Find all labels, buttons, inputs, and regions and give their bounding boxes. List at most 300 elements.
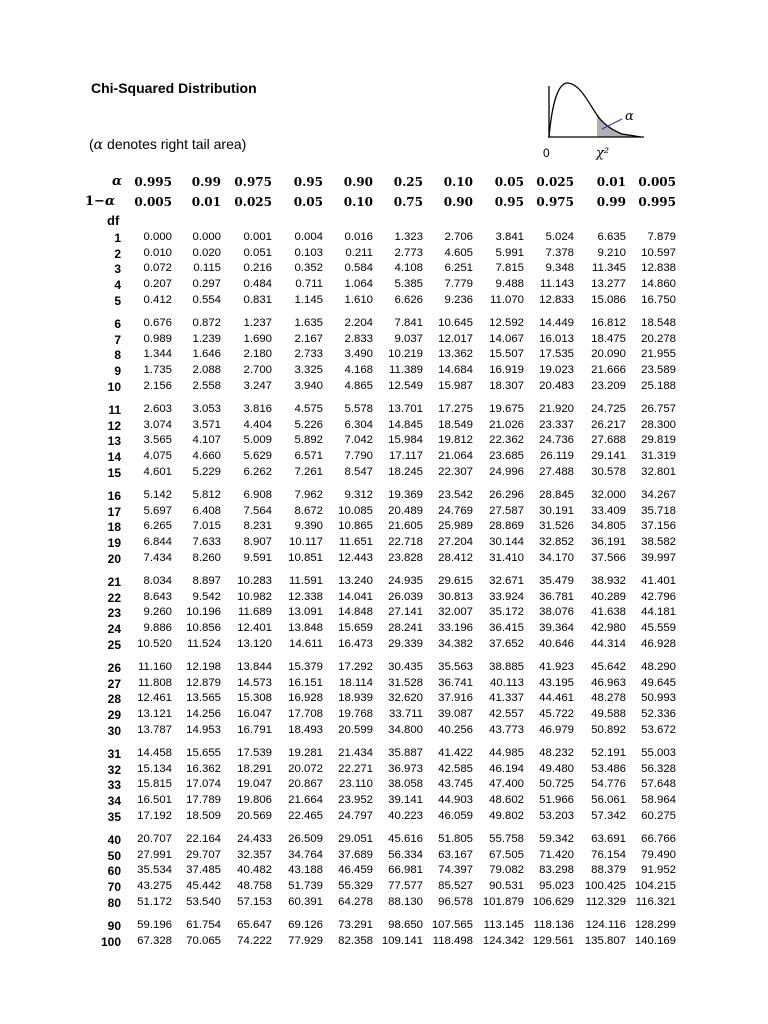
table-cell: 1.735 [143, 364, 172, 377]
table-cell: 10.117 [289, 536, 323, 549]
table-cell: 32.357 [237, 848, 272, 861]
table-cell: 43.745 [438, 778, 473, 791]
table-cell: 20.483 [539, 379, 574, 392]
table-cell: 26.509 [288, 833, 323, 845]
table-cell: 34.382 [438, 637, 473, 650]
table-cell: 7.434 [143, 551, 172, 564]
table-cell: 9.037 [394, 332, 423, 345]
table-cell: 56.334 [388, 848, 423, 861]
chi-squared-curve-diagram [540, 74, 650, 164]
table-cell: 22.362 [489, 434, 524, 447]
table-cell: 5.991 [495, 246, 524, 259]
table-cell: 9.591 [243, 551, 272, 564]
table-cell: 26.119 [540, 450, 574, 463]
table-cell: 49.480 [539, 762, 574, 775]
table-cell: 118.136 [533, 919, 574, 931]
table-cell: 39.087 [438, 708, 473, 721]
table-cell: 50.892 [591, 723, 626, 736]
table-cell: 20.867 [288, 778, 323, 791]
table-cell: 10.597 [641, 246, 676, 259]
table-cell: 6.251 [444, 262, 473, 275]
table-cell: 13.277 [591, 278, 626, 291]
table-cell: 7.815 [495, 262, 524, 275]
table-cell: 4.575 [294, 403, 323, 415]
table-cell: 11.591 [289, 575, 323, 587]
table-cell: 5.142 [143, 489, 172, 501]
df-value: 80 [107, 895, 121, 910]
table-cell: 21.666 [591, 364, 626, 377]
table-cell: 113.145 [483, 919, 524, 931]
table-cell: 88.130 [388, 895, 423, 908]
table-cell: 13.565 [186, 692, 221, 705]
page-title: Chi-Squared Distribution [91, 80, 257, 96]
one-minus-alpha-header-value: 0.99 [596, 195, 626, 209]
table-cell: 0.216 [243, 262, 272, 275]
df-value: 32 [107, 762, 121, 777]
table-cell: 18.493 [288, 723, 323, 736]
df-value: 23 [107, 606, 121, 621]
table-cell: 95.023 [539, 880, 574, 893]
table-cell: 20.569 [237, 809, 272, 822]
table-cell: 45.642 [591, 661, 626, 673]
table-cell: 44.903 [438, 794, 473, 807]
table-cell: 8.643 [143, 590, 172, 603]
table-cell: 60.275 [641, 809, 676, 822]
table-cell: 12.838 [641, 262, 676, 275]
table-cell: 7.841 [394, 317, 423, 329]
table-cell: 35.887 [388, 747, 423, 759]
table-cell: 3.247 [243, 379, 272, 392]
table-cell: 23.589 [641, 364, 676, 377]
table-cell: 35.563 [438, 661, 473, 673]
table-cell: 24.935 [388, 575, 423, 587]
alpha-header-value: 0.90 [343, 175, 373, 189]
table-cell: 30.191 [539, 504, 574, 517]
table-cell: 7.378 [545, 246, 574, 259]
df-value: 50 [107, 848, 121, 863]
table-cell: 101.879 [482, 895, 524, 908]
table-cell: 19.675 [489, 403, 524, 415]
table-cell: 53.486 [591, 762, 626, 775]
table-cell: 0.484 [243, 278, 272, 291]
table-cell: 23.209 [591, 379, 626, 392]
table-cell: 21.064 [438, 450, 473, 463]
table-cell: 17.535 [539, 348, 574, 361]
table-cell: 11.345 [592, 262, 626, 275]
table-cell: 40.113 [490, 676, 524, 689]
table-cell: 12.338 [288, 590, 323, 603]
table-cell: 35.172 [489, 606, 524, 619]
table-cell: 17.292 [338, 661, 373, 673]
table-cell: 31.526 [539, 520, 574, 533]
table-cell: 19.023 [539, 364, 574, 377]
table-cell: 37.485 [186, 864, 221, 877]
table-cell: 2.156 [143, 379, 172, 392]
table-cell: 44.461 [539, 692, 574, 705]
table-cell: 13.787 [137, 723, 172, 736]
table-cell: 9.886 [143, 622, 172, 635]
one-minus-alpha-header-value: 0.025 [234, 195, 272, 209]
table-cell: 28.869 [489, 520, 524, 533]
table-cell: 22.271 [338, 762, 373, 775]
table-cell: 3.940 [294, 379, 323, 392]
table-cell: 34.267 [641, 489, 676, 501]
table-cell: 96.578 [438, 895, 473, 908]
table-cell: 6.908 [243, 489, 272, 501]
table-cell: 38.076 [539, 606, 574, 619]
table-cell: 1.239 [192, 332, 221, 345]
table-cell: 11.143 [540, 278, 574, 291]
table-cell: 29.615 [438, 575, 473, 587]
one-minus-alpha-header-value: 0.005 [134, 195, 172, 209]
table-cell: 13.120 [237, 637, 272, 650]
table-cell: 5.697 [143, 504, 172, 517]
table-cell: 0.554 [192, 293, 221, 306]
table-cell: 56.061 [591, 794, 626, 807]
table-cell: 20.090 [591, 348, 626, 361]
alpha-label: α [625, 109, 634, 124]
table-cell: 16.473 [338, 637, 373, 650]
table-cell: 45.442 [186, 880, 221, 893]
table-cell: 70.065 [186, 934, 221, 947]
table-cell: 15.655 [186, 747, 221, 759]
df-value: 25 [107, 637, 121, 652]
table-cell: 54.776 [591, 778, 626, 791]
table-cell: 5.629 [243, 450, 272, 463]
table-cell: 16.812 [591, 317, 626, 329]
table-cell: 30.813 [438, 590, 473, 603]
df-value: 13 [107, 434, 121, 449]
table-cell: 124.342 [482, 934, 524, 947]
table-cell: 12.549 [388, 379, 423, 392]
table-cell: 12.443 [338, 551, 373, 564]
table-cell: 18.291 [237, 762, 272, 775]
df-value: 29 [107, 708, 121, 723]
table-cell: 14.845 [388, 418, 423, 431]
table-cell: 55.003 [641, 747, 676, 759]
df-value: 17 [107, 504, 121, 519]
table-cell: 9.348 [545, 262, 574, 275]
table-cell: 45.559 [641, 622, 676, 635]
table-cell: 18.548 [641, 317, 676, 329]
table-cell: 17.117 [389, 450, 423, 463]
table-cell: 0.016 [344, 231, 373, 243]
table-cell: 0.872 [192, 317, 221, 329]
table-cell: 34.170 [539, 551, 574, 564]
table-cell: 29.339 [388, 637, 423, 650]
df-value: 31 [107, 747, 121, 761]
table-cell: 32.671 [489, 575, 524, 587]
table-cell: 4.660 [192, 450, 221, 463]
table-cell: 15.659 [338, 622, 373, 635]
table-cell: 31.410 [489, 551, 524, 564]
table-cell: 2.733 [294, 348, 323, 361]
table-cell: 24.433 [237, 833, 272, 845]
table-cell: 3.053 [192, 403, 221, 415]
table-cell: 19.281 [288, 747, 323, 759]
table-cell: 107.565 [431, 919, 473, 931]
table-cell: 24.725 [591, 403, 626, 415]
table-cell: 79.082 [489, 864, 524, 877]
table-cell: 140.169 [634, 934, 676, 947]
alpha-header-value: 0.95 [293, 175, 323, 189]
table-cell: 43.195 [539, 676, 574, 689]
one-minus-alpha-header-value: 0.75 [393, 195, 423, 209]
table-cell: 64.278 [338, 895, 373, 908]
table-cell: 45.722 [539, 708, 574, 721]
table-cell: 8.034 [143, 575, 172, 587]
alpha-header-value: 0.99 [191, 175, 221, 189]
df-value: 24 [107, 622, 121, 637]
table-cell: 40.482 [237, 864, 272, 877]
table-cell: 53.203 [539, 809, 574, 822]
table-cell: 66.766 [641, 833, 676, 845]
table-cell: 30.578 [591, 465, 626, 478]
table-cell: 88.379 [591, 864, 626, 877]
table-cell: 13.362 [438, 348, 473, 361]
table-cell: 2.706 [444, 231, 473, 243]
table-cell: 42.796 [641, 590, 676, 603]
df-value: 4 [114, 278, 121, 293]
table-cell: 30.435 [388, 661, 423, 673]
table-cell: 44.985 [489, 747, 524, 759]
df-value: 33 [107, 778, 121, 793]
table-cell: 5.229 [192, 465, 221, 478]
df-value: 30 [107, 723, 121, 738]
table-cell: 43.773 [489, 723, 524, 736]
table-cell: 16.919 [489, 364, 524, 377]
table-cell: 4.168 [344, 364, 373, 377]
table-cell: 34.805 [591, 520, 626, 533]
table-cell: 0.211 [345, 246, 373, 259]
table-cell: 0.207 [143, 278, 172, 291]
df-value: 28 [107, 692, 121, 707]
df-value: 60 [107, 864, 121, 879]
df-value: 9 [114, 364, 121, 379]
table-cell: 19.768 [338, 708, 373, 721]
table-cell: 28.300 [641, 418, 676, 431]
table-cell: 2.833 [344, 332, 373, 345]
table-cell: 65.647 [237, 919, 272, 931]
df-header-label: df [107, 213, 120, 228]
table-cell: 36.415 [489, 622, 524, 635]
table-cell: 7.962 [294, 489, 323, 501]
table-cell: 23.110 [339, 778, 373, 791]
table-cell: 104.215 [634, 880, 676, 893]
table-cell: 11.651 [339, 536, 373, 549]
table-cell: 37.566 [591, 551, 626, 564]
table-cell: 0.676 [143, 317, 172, 329]
df-value: 100 [100, 934, 121, 949]
table-cell: 76.154 [591, 848, 626, 861]
table-cell: 31.319 [641, 450, 676, 463]
table-cell: 52.336 [641, 708, 676, 721]
table-cell: 14.573 [237, 676, 272, 689]
table-cell: 22.465 [288, 809, 323, 822]
table-cell: 3.490 [344, 348, 373, 361]
table-cell: 45.616 [388, 833, 423, 845]
table-cell: 1.690 [243, 332, 272, 345]
table-cell: 83.298 [539, 864, 574, 877]
table-cell: 41.337 [489, 692, 524, 705]
df-value: 2 [114, 246, 121, 261]
table-cell: 24.736 [539, 434, 574, 447]
table-cell: 19.806 [237, 794, 272, 807]
table-cell: 36.741 [438, 676, 473, 689]
table-cell: 16.928 [288, 692, 323, 705]
table-cell: 116.321 [635, 895, 676, 908]
table-cell: 18.939 [338, 692, 373, 705]
table-cell: 46.928 [641, 637, 676, 650]
chi-label: χ² [596, 146, 610, 161]
table-cell: 9.210 [597, 246, 626, 259]
table-cell: 42.557 [489, 708, 524, 721]
table-cell: 74.222 [237, 934, 272, 947]
table-cell: 19.369 [388, 489, 423, 501]
table-cell: 39.997 [641, 551, 676, 564]
table-cell: 0.831 [243, 293, 272, 306]
table-cell: 5.385 [394, 278, 423, 291]
table-cell: 1.064 [344, 278, 373, 291]
table-cell: 11.160 [138, 661, 172, 673]
table-cell: 8.260 [192, 551, 221, 564]
table-cell: 57.342 [591, 809, 626, 822]
table-cell: 7.261 [294, 465, 323, 478]
table-cell: 13.091 [288, 606, 323, 619]
table-cell: 24.797 [338, 809, 373, 822]
table-cell: 37.916 [438, 692, 473, 705]
table-cell: 73.291 [338, 919, 373, 931]
table-cell: 63.167 [438, 848, 473, 861]
table-cell: 15.134 [137, 762, 172, 775]
table-cell: 50.725 [539, 778, 574, 791]
table-cell: 1.145 [294, 293, 323, 306]
table-cell: 28.241 [388, 622, 423, 635]
table-cell: 74.397 [438, 864, 473, 877]
table-cell: 3.565 [143, 434, 172, 447]
table-cell: 67.505 [489, 848, 524, 861]
table-cell: 43.188 [288, 864, 323, 877]
table-cell: 7.879 [647, 231, 676, 243]
table-cell: 6.408 [192, 504, 221, 517]
table-cell: 10.851 [288, 551, 323, 564]
table-cell: 42.585 [438, 762, 473, 775]
table-cell: 14.041 [338, 590, 373, 603]
table-cell: 14.611 [289, 637, 323, 650]
table-cell: 0.051 [243, 246, 272, 259]
table-cell: 9.542 [192, 590, 221, 603]
table-cell: 12.833 [539, 293, 574, 306]
table-cell: 29.141 [591, 450, 626, 463]
table-cell: 2.558 [192, 379, 221, 392]
table-cell: 51.172 [137, 895, 172, 908]
table-cell: 7.015 [192, 520, 221, 533]
table-cell: 15.984 [388, 434, 423, 447]
table-cell: 29.819 [641, 434, 676, 447]
table-cell: 44.181 [641, 606, 676, 619]
table-cell: 11.689 [238, 606, 272, 619]
table-cell: 20.707 [137, 833, 172, 845]
table-cell: 48.278 [591, 692, 626, 705]
table-cell: 41.422 [438, 747, 473, 759]
table-cell: 17.074 [186, 778, 221, 791]
table-cell: 16.047 [237, 708, 272, 721]
table-cell: 6.265 [143, 520, 172, 533]
table-cell: 24.996 [489, 465, 524, 478]
table-cell: 22.307 [438, 465, 473, 478]
table-cell: 28.845 [539, 489, 574, 501]
table-cell: 63.691 [591, 833, 626, 845]
table-cell: 15.815 [137, 778, 172, 791]
table-cell: 21.434 [338, 747, 373, 759]
table-cell: 13.121 [137, 708, 172, 721]
table-cell: 13.701 [388, 403, 423, 415]
table-cell: 29.051 [338, 833, 373, 845]
table-cell: 4.601 [143, 465, 172, 478]
table-cell: 40.223 [388, 809, 423, 822]
table-cell: 16.013 [539, 332, 574, 345]
table-cell: 14.256 [186, 708, 221, 721]
table-cell: 12.017 [438, 332, 473, 345]
table-cell: 51.966 [539, 794, 574, 807]
right-tail-area [597, 115, 641, 137]
table-cell: 34.800 [388, 723, 423, 736]
table-cell: 10.856 [186, 622, 221, 635]
table-cell: 49.802 [489, 809, 524, 822]
table-cell: 135.807 [584, 934, 626, 947]
one-minus-alpha-symbol: α [104, 194, 115, 209]
table-cell: 9.236 [444, 293, 473, 306]
table-cell: 40.256 [438, 723, 473, 736]
table-cell: 14.458 [137, 747, 172, 759]
table-cell: 26.039 [388, 590, 423, 603]
table-cell: 0.004 [294, 231, 323, 243]
table-cell: 7.779 [444, 278, 473, 291]
table-cell: 98.650 [388, 919, 423, 931]
table-cell: 46.059 [438, 809, 473, 822]
table-cell: 48.602 [489, 794, 524, 807]
table-cell: 15.308 [237, 692, 272, 705]
table-cell: 6.304 [344, 418, 373, 431]
df-value: 15 [107, 465, 121, 480]
table-cell: 7.633 [192, 536, 221, 549]
df-value: 90 [107, 919, 121, 933]
table-cell: 55.758 [489, 833, 524, 845]
df-value: 27 [107, 676, 121, 691]
origin-label: 0 [543, 146, 550, 160]
table-cell: 112.329 [585, 895, 626, 908]
table-cell: 3.325 [294, 364, 323, 377]
table-cell: 12.461 [137, 692, 172, 705]
table-cell: 52.191 [591, 747, 626, 759]
table-cell: 5.024 [545, 231, 574, 243]
table-cell: 53.540 [186, 895, 221, 908]
df-value: 19 [107, 536, 121, 551]
table-cell: 17.789 [186, 794, 221, 807]
table-cell: 40.646 [539, 637, 574, 650]
table-cell: 91.952 [641, 864, 676, 877]
table-cell: 36.191 [591, 536, 626, 549]
table-cell: 1.344 [143, 348, 172, 361]
table-cell: 4.075 [143, 450, 172, 463]
table-cell: 20.599 [338, 723, 373, 736]
table-cell: 82.358 [338, 934, 373, 947]
df-value: 18 [107, 520, 121, 535]
table-cell: 5.892 [294, 434, 323, 447]
df-value: 16 [107, 489, 121, 503]
alpha-header-value: 0.01 [596, 175, 626, 189]
table-cell: 15.379 [288, 661, 323, 673]
